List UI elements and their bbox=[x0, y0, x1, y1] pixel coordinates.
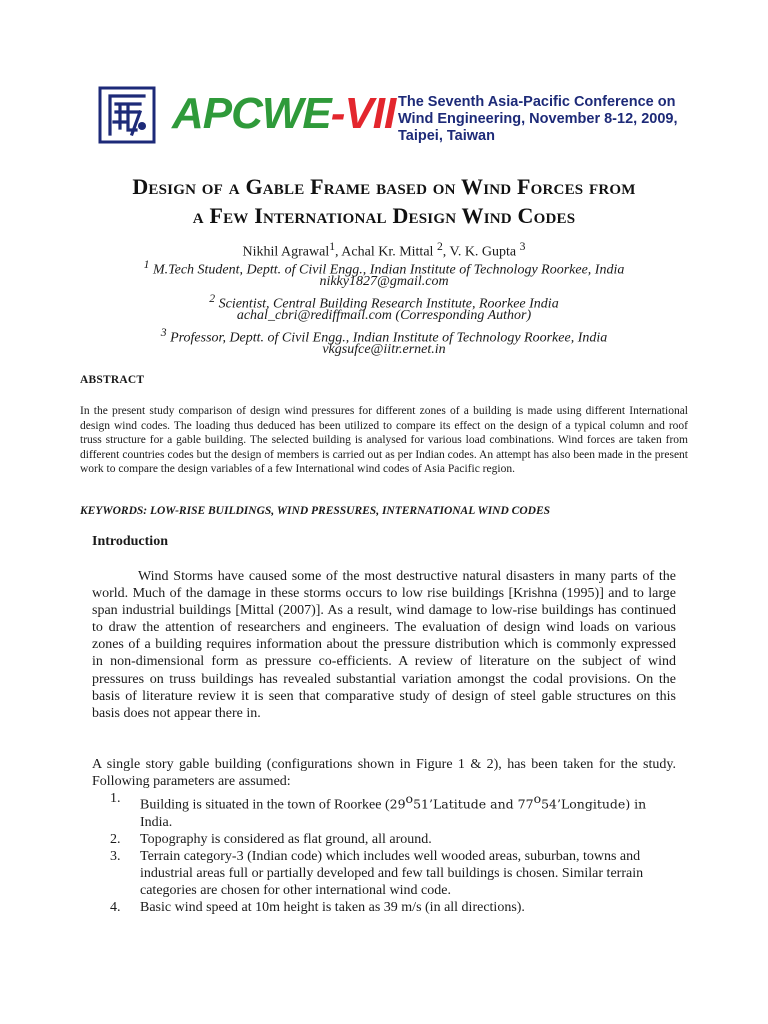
conf-line-3: Taipei, Taiwan bbox=[398, 128, 495, 144]
email-2: achal_cbri@rediffmail.com (Corresponding Author) bbox=[236, 308, 532, 323]
logo-apc: APC bbox=[172, 89, 262, 138]
logo-we: WE bbox=[261, 89, 331, 138]
list-item: 4. Basic wind speed at 10m height is taken as 39 m/s (in all directions). bbox=[110, 900, 525, 916]
title-line-1: Design of a Gable Frame based on Wind Forces from bbox=[132, 174, 636, 199]
parameter-list bbox=[110, 790, 676, 916]
introduction-heading: Introduction bbox=[92, 534, 168, 549]
affiliation-2: $^2$ Scientist, Central Building Research Institute, Roorkee India bbox=[209, 292, 559, 312]
paper-title bbox=[60, 172, 708, 230]
abstract-heading: ABSTRACT bbox=[80, 374, 145, 386]
affiliation-1: $^1$ M.Tech Student, Deptt. of Civil Engg., Indian Institute of Technology Roorkee, India bbox=[143, 258, 625, 278]
apcwe-logo bbox=[172, 86, 395, 142]
conference-details bbox=[398, 94, 698, 145]
author-3-sup: 3 bbox=[519, 240, 526, 253]
author-1: Nikhil Agrawal bbox=[242, 244, 330, 260]
list-item: 3. Terrain category-3 (Indian code) which includes well wooded areas, suburban, towns and industrial areas full or partially developed and few tall buildings is chosen. Similar terrain categories are chosen for other international wind code. bbox=[110, 848, 644, 899]
author-2-sup: 2 bbox=[436, 240, 443, 253]
author-1-sup: 1 bbox=[329, 240, 336, 253]
abstract-body: In the present study comparison of design wind pressures for different zones of a building is made using different International design wind codes. The loading thus deduced has been utilized to compare its effect on the design of a typical column and roof truss structure for a gable building. The selected building is analysed for various load combinations. Wind forces are taken from different countries codes but the design of members is carried out as per Indian codes. An attempt has also been made in the present work to compare the design variables of a few International wind codes of Asia Pacific region. bbox=[80, 405, 688, 476]
conference-banner bbox=[92, 78, 688, 156]
list-item: 1. Building is situated in the town of Roorkee (29$^o$51’Latitude and 77$^o$54’Longitude) in India. bbox=[110, 791, 647, 830]
list-item: 2. Topography is considered as flat ground, all around. bbox=[110, 831, 432, 847]
introduction-paragraph-2: A single story gable building (configurations shown in Figure 1 & 2), has been taken for the study. Following parameters are assumed: bbox=[92, 757, 676, 790]
author-3: , V. K. Gupta bbox=[442, 244, 520, 260]
introduction-paragraph-1: Wind Storms have caused some of the most destructive natural disasters in many parts of the world. Much of the damage in these storms occurs to low rise buildings [Krishna (1995)] and to large span industrial buildings [Mittal (2007)]. As a result, wind damage to low-rise buildings has continued to draw the attention of researchers and engineers. The evaluation of design wind loads on various zones of a building requires information about the pressure distribution which is commonly expressed in non-dimensional form as pressure co-efficients. A review of literature on the subject of wind pressures on truss buildings has revealed substantial variation amongst the codal provisions. On the basis of literature review it is seen that comparative study of design of steel gable structures on this basis does not appear there in. bbox=[92, 569, 676, 721]
email-3: vkgsufce@iitr.ernet.in bbox=[322, 342, 446, 357]
email-1: nikky1827@gmail.com bbox=[319, 274, 449, 289]
conf-line-2: Wind Engineering, November 8-12, 2009, bbox=[398, 111, 678, 127]
logo-vii: -VII bbox=[330, 89, 396, 138]
conf-line-1: The Seventh Asia-Pacific Conference on bbox=[398, 94, 676, 110]
author-2: , Achal Kr. Mittal bbox=[335, 244, 437, 260]
keywords: KEYWORDS: LOW-RISE BUILDINGS, WIND PRESSURES, INTERNATIONAL WIND CODES bbox=[80, 505, 551, 517]
conference-seal-icon bbox=[96, 82, 158, 148]
affiliation-3: $^3$ Professor, Deptt. of Civil Engg., Indian Institute of Technology Roorkee, India bbox=[160, 326, 608, 346]
title-line-2: a Few International Design Wind Codes bbox=[192, 203, 576, 228]
